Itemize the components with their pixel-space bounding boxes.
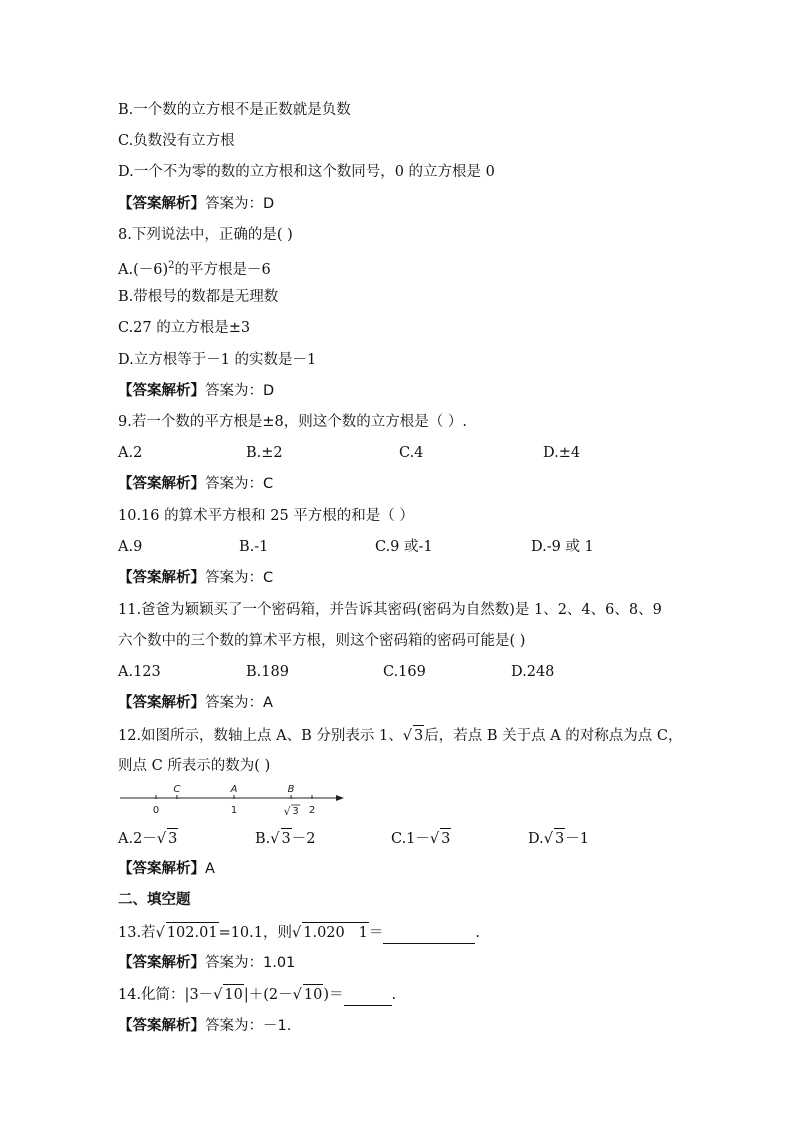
q12-option-c [391, 828, 451, 849]
q12-stem-line1 [118, 725, 683, 746]
answer-value: 答案为：C [205, 476, 274, 492]
q14-answer [118, 1016, 291, 1036]
sqrt-sign: √ 3 [544, 828, 565, 849]
q8a-text: A.(－6) [118, 261, 169, 278]
answer-value: 答案为：－1. [205, 1018, 292, 1034]
answer-tag: 【答案解析】 [118, 196, 205, 212]
point-label-B: B [287, 784, 295, 795]
q14-text-post: )＝ [323, 987, 344, 1003]
opt-pre: D. [528, 831, 544, 847]
q11-option-b: B.189 [246, 664, 289, 680]
q11-option-d: D.248 [511, 664, 555, 680]
q8-stem: 8.下列说法中，正确的是( ) [118, 227, 293, 243]
answer-blank [383, 923, 475, 944]
tick-sqrt-sign: √ [283, 805, 291, 818]
sqrt-sign: √ 1.020 1 [292, 922, 369, 943]
opt-pre: A.2－ [118, 831, 157, 847]
tick-sqrt-radicand: 3 [292, 806, 299, 817]
section-heading: 二、填空题 [118, 892, 191, 908]
q10-option-b: B.-1 [239, 539, 269, 555]
q11-answer [118, 693, 273, 713]
radicand: 3 [440, 828, 451, 849]
period: . [391, 987, 397, 1003]
q12-stem-line2: 则点 C 所表示的数为( ) [118, 758, 271, 774]
radicand: 3 [413, 725, 424, 746]
q7-option-b: B.一个数的立方根不是正数就是负数 [118, 102, 351, 118]
opt-post: －1 [565, 831, 589, 847]
q13-text-mid: =10.1，则 [218, 925, 292, 941]
answer-value: 答案为：A [205, 695, 273, 711]
tick-label: 1 [230, 805, 238, 816]
answer-value: 答案为：C [205, 570, 274, 586]
q12-options [118, 828, 678, 850]
answer-blank [344, 985, 392, 1006]
opt-pre: C.1－ [391, 831, 430, 847]
answer-tag: 【答案解析】 [118, 570, 205, 586]
q10-option-c: C.9 或-1 [375, 539, 433, 555]
opt-pre: B. [255, 831, 271, 847]
q12-option-b [255, 828, 315, 849]
radicand: 3 [167, 828, 178, 849]
q8-option-d: D.立方根等于－1 的实数是－1 [118, 352, 317, 368]
q7-option-d: D.一个不为零的数的立方根和这个数同号，0 的立方根是 0 [118, 164, 495, 180]
q10-answer [118, 568, 273, 588]
answer-value: 答案为：D [205, 383, 275, 399]
sqrt-sign: √ 10 [293, 984, 324, 1005]
q13-text-post: ＝ [368, 925, 384, 941]
answer-tag: 【答案解析】 [118, 383, 205, 399]
q10-option-a: A.9 [118, 539, 143, 555]
q12-option-d [528, 828, 589, 849]
axis-arrow [336, 795, 344, 801]
sqrt-sign: √ 3 [157, 828, 178, 849]
q8-option-c: C.27 的立方根是±3 [118, 320, 251, 336]
q12-option-a [118, 828, 178, 849]
q11-option-a: A.123 [118, 664, 161, 680]
radicand: 102.01 [166, 922, 219, 943]
radicand: 10 [303, 984, 323, 1005]
q10-option-d: D.-9 或 1 [531, 539, 594, 555]
q13-answer [118, 953, 295, 973]
q12-text-post: 后，若点 B 关于点 A 的对称点为点 C， [424, 728, 683, 744]
q8-option-b: B.带根号的数都是无理数 [118, 289, 279, 305]
q10-options [118, 537, 678, 557]
radicand: 3 [554, 828, 565, 849]
answer-value: 答案为：1.01 [205, 955, 296, 971]
sqrt-sign: √ 3 [403, 725, 424, 746]
answer-tag: 【答案解析】 [118, 695, 205, 711]
q7-answer [118, 194, 274, 214]
radicand: 1.020 1 [302, 922, 369, 943]
q11-option-c: C.169 [383, 664, 426, 680]
answer-tag: 【答案解析】 [118, 476, 205, 492]
sqrt-sign: √ 3 [270, 828, 291, 849]
period: . [475, 925, 480, 941]
sqrt-sign: √ 3 [430, 828, 451, 849]
q11-stem-line2: 六个数中的三个数的算术平方根，则这个密码箱的密码可能是( ) [118, 633, 526, 649]
q9-option-a: A.2 [118, 445, 143, 461]
q12-text: 12.如图所示，数轴上点 A、B 分别表示 1、 [118, 728, 403, 744]
q9-options [118, 443, 678, 463]
answer-tag: 【答案解析】 [118, 955, 205, 971]
q14-text: 14.化简：|3－ [118, 987, 214, 1003]
point-label-A: A [230, 784, 238, 795]
answer-tag: 【答案解析】 [118, 1018, 205, 1034]
answer-tag: 【答案解析】 [118, 861, 205, 877]
q9-option-d: D.±4 [543, 445, 581, 461]
q11-options [118, 662, 678, 682]
q11-stem-line1: 11.爸爸为颖颖买了一个密码箱，并告诉其密码(密码为自然数)是 1、2、4、6、8、9 [118, 602, 662, 618]
q12-answer [118, 859, 215, 879]
answer-value: A [205, 861, 215, 877]
tick-label: 2 [308, 805, 316, 816]
answer-value: 答案为：D [205, 196, 275, 212]
tick-label: 0 [152, 805, 160, 816]
number-line-figure [116, 778, 346, 824]
q8-option-a [118, 256, 271, 280]
q10-stem: 10.16 的算术平方根和 25 平方根的和是（ ） [118, 508, 414, 524]
sqrt-sign: √ 102.01 [156, 922, 219, 943]
opt-post: －2 [291, 831, 316, 847]
q13-stem [118, 922, 480, 944]
q13-text: 13.若 [118, 925, 156, 941]
radicand: 3 [281, 828, 292, 849]
q9-answer [118, 474, 273, 494]
q9-option-b: B.±2 [246, 445, 283, 461]
point-label-C: C [173, 784, 181, 795]
q9-stem: 9.若一个数的平方根是±8，则这个数的立方根是（ ）. [118, 414, 467, 430]
q14-text-mid: |＋(2－ [243, 987, 293, 1003]
q14-stem [118, 984, 396, 1006]
sqrt-sign: √ 10 [213, 984, 244, 1005]
q8-answer [118, 381, 274, 401]
q8a-text-post: 的平方根是－6 [174, 261, 271, 278]
q9-option-c: C.4 [399, 445, 424, 461]
q8a-exponent: 2 [168, 260, 175, 271]
radicand: 10 [223, 984, 243, 1005]
q7-option-c: C.负数没有立方根 [118, 133, 235, 149]
